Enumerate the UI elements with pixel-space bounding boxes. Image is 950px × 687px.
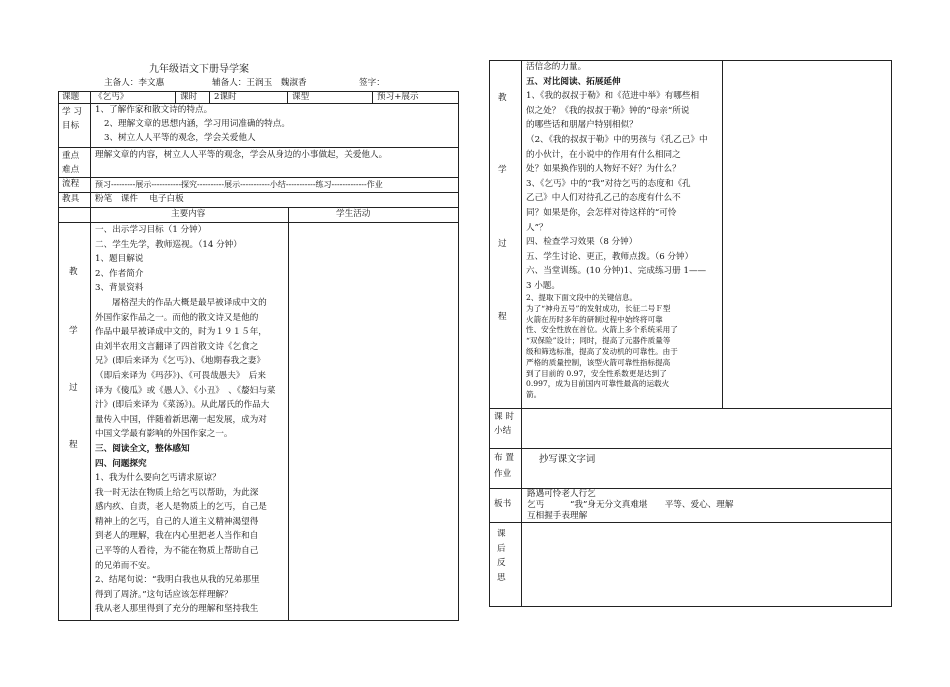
content-line: 四、问题探究 <box>95 458 147 469</box>
content-line: 我一时无法在物质上给乞丐以帮助，为此深 <box>95 487 259 498</box>
key-info-passage <box>526 293 721 401</box>
content-line: 的兄弟而不安。 <box>95 560 156 571</box>
content-line: 2、提取下面文段中的关键信息。 <box>526 293 638 302</box>
content-line: 活信念的力量。 <box>526 62 587 72</box>
content-line: 0.997，成为目前国内可靠性最高的运载火 <box>526 379 670 389</box>
content-line: （即后来译为《玛莎》)、《可畏哉愚夫》 后来 <box>95 370 266 381</box>
reflect-label-char: 思 <box>497 573 506 583</box>
summary-label-2: 小结 <box>494 426 512 436</box>
content-line: 到了目前的 0.97，安全性系数更是达到了 <box>526 368 667 378</box>
content-line: 处？如果换作别的人物好不好？为什么？ <box>526 164 681 175</box>
process-label-char: 过 <box>498 239 507 249</box>
key-label: 重点 <box>62 151 80 161</box>
content-line: 2、结尾句说：“我明白我也从我的兄弟那里 <box>95 575 260 586</box>
reflect-label-char: 反 <box>497 558 506 568</box>
process-label-char: 教 <box>69 267 78 277</box>
content-line: 性、安全性放在首位。火箭上多个系统采用了 <box>526 325 678 335</box>
content-line: 六、当堂训练。(10 分钟)1、完成练习册 1—— <box>526 266 707 277</box>
content-line: 三、阅读全文，整体感知 <box>95 443 190 454</box>
content-line: 级和筛选标准，提高了发动机的可靠性。由于 <box>526 346 678 356</box>
content-line: 中国文学最有影响的外国作家之一。 <box>95 429 233 440</box>
student-activity-header: 学生活动 <box>336 209 371 219</box>
topic-label: 课题 <box>62 92 80 102</box>
content-line: （2、《我的叔叔于勒》中的男孩与《孔乙己》中 <box>526 134 708 145</box>
reflect-label-char: 课 <box>497 529 506 539</box>
goals-label: 学 习 <box>62 107 82 117</box>
board-line: 互相握手表理解 <box>527 511 588 521</box>
content-line: 3 小题。 <box>526 280 560 291</box>
page-title: 九年级语文下册导学案 <box>149 64 249 75</box>
process-label-char: 程 <box>498 312 507 322</box>
key-text: 理解文章的内容，树立人人平等的观念，学会从身边的小事做起，关爱他人。 <box>95 150 388 160</box>
process-label-char: 程 <box>69 440 78 450</box>
content-line: 的哪些话和朋屠户特别相似？ <box>526 120 638 131</box>
content-line: 乙己》中人们对待孔乙己的态度有什么不 <box>526 193 681 204</box>
process-label-char: 学 <box>69 326 78 336</box>
content-line: 3、《乞丐》中的“我”对待乞丐的态度和《孔 <box>526 178 691 189</box>
content-line: 1、《我的叔叔于勒》和《范进中举》有哪些相 <box>526 91 700 102</box>
tools-text: 粉笔 课件 电子白板 <box>95 194 184 204</box>
summary-label: 课 时 <box>494 412 514 422</box>
content-line: 到老人的理解，我在内心里把老人当作和自 <box>95 531 259 542</box>
content-line: 同？如果是你，会怎样对待这样的“可怜 <box>526 207 677 218</box>
main-content-header: 主要内容 <box>171 209 206 219</box>
hours-value: 2课时 <box>214 92 237 102</box>
goal-item: 2、理解文章的思想内涵，学习用词准确的特点。 <box>104 119 290 129</box>
hours-label: 课时 <box>180 92 198 102</box>
process-label-char: 过 <box>69 383 78 393</box>
main-content <box>95 223 287 617</box>
content-line: 量传入中国，伴随着新思潮一起发展，成为对 <box>95 414 267 425</box>
content-line: 由刘半农用文言翻译了四首散文诗《乞食之 <box>95 341 259 352</box>
topic-value: 《乞丐》 <box>94 92 129 102</box>
lead-preparer: 主备人：李文惠 <box>104 78 165 88</box>
content-line: 外国作家作品之一。而他的散文诗又是他的 <box>95 312 259 323</box>
right-main-content <box>526 60 721 294</box>
content-line: 己平等的人看待，为不能在物质上帮助自己 <box>95 546 259 557</box>
content-line: 1、题目解说 <box>95 254 144 265</box>
process-label-char: 学 <box>498 165 507 175</box>
goal-item: 3、树立人人平等的观念，学会关爱他人 <box>104 133 256 143</box>
content-line: 1、我为什么要向乞丐请求原谅？ <box>95 473 221 484</box>
content-line: 屠格涅夫的作品大概是最早被译成中文的 <box>112 297 267 308</box>
content-line: 严格的质量控制，该型火箭可靠性指标提高 <box>526 357 671 367</box>
content-line: 五、学生讨论、更正，教师点拨。（6 分钟） <box>526 251 694 262</box>
homework-text: 抄写课文字词 <box>539 454 596 465</box>
content-line: 火箭在历时多年的研制过程中始终将可靠 <box>526 314 663 324</box>
content-line: 的小伙计，在小说中的作用有什么相同之 <box>526 149 681 160</box>
homework-label-2: 作业 <box>494 469 512 479</box>
content-line: 2、作者简介 <box>95 268 144 279</box>
content-line: 一、出示学习目标（1 分钟） <box>95 225 207 235</box>
content-line: 似之处？《我的叔叔于勒》钟的“母亲“所说 <box>526 105 690 116</box>
assistant-preparers: 辅备人：王润玉 魏淑香 <box>212 78 307 88</box>
signature-label: 签字： <box>359 78 385 88</box>
key-label-2: 难点 <box>62 165 80 175</box>
board-line: 乞丐 “我”身无分文真难堪 平等、爱心、理解 <box>527 500 734 510</box>
process-label-char: 教 <box>498 93 507 103</box>
goal-item: 1、了解作家和散文诗的特点。 <box>95 105 213 115</box>
content-line: 感内疚、自责，老人是物质上的乞丐，自己是 <box>95 502 267 513</box>
content-line: 3、背景资料 <box>95 283 144 294</box>
content-line: 精神上的乞丐，自己的人道主义精神渴望得 <box>95 516 259 527</box>
type-label: 课型 <box>292 92 310 102</box>
content-line: 汁》(即后来译为《菜汤》)。从此屠氏的作品大 <box>95 400 270 411</box>
homework-label: 布 置 <box>494 453 514 463</box>
content-line: 二、学生先学，教师巡视。（14 分钟） <box>95 239 242 250</box>
content-line: 五、对比阅读、拓展延伸 <box>526 76 621 87</box>
tools-label: 教具 <box>62 194 80 204</box>
content-line: 为了“神舟五号”的发射成功，长征二号Ｆ型 <box>526 303 671 313</box>
flow-text: 预习---------展示-----------探究----------展示-----------小结-----------练习-------------作业 <box>95 180 383 189</box>
content-line: 兄》(即后来译为《乞丐》)、《地期春我之妻》 <box>95 356 265 367</box>
goals-label-2: 目标 <box>62 121 80 131</box>
reflect-label-char: 后 <box>497 544 506 554</box>
content-line: 我从老人那里得到了充分的理解和坚持我生 <box>95 604 259 615</box>
flow-label: 流程 <box>62 179 80 189</box>
content-line: 得到了周济。”这句话应该怎样理解？ <box>95 589 233 600</box>
content-line: 箭。 <box>526 390 542 400</box>
content-line: 译为《傻瓜》或《愚人》、《小丑》 、《嫠妇与菜 <box>95 385 276 396</box>
content-line: 四、检查学习效果（8 分钟） <box>526 237 638 248</box>
board-line: 路遇可怜老人行乞 <box>527 489 596 499</box>
content-line: 作品中最早被译成中文的，时为１９１５年， <box>95 327 267 338</box>
content-line: 人”？ <box>526 222 548 233</box>
board-label: 板书 <box>494 499 512 509</box>
type-value: 预习+展示 <box>377 92 419 102</box>
content-line: “双保险”设计；同时，提高了元器件质量等 <box>526 336 671 346</box>
